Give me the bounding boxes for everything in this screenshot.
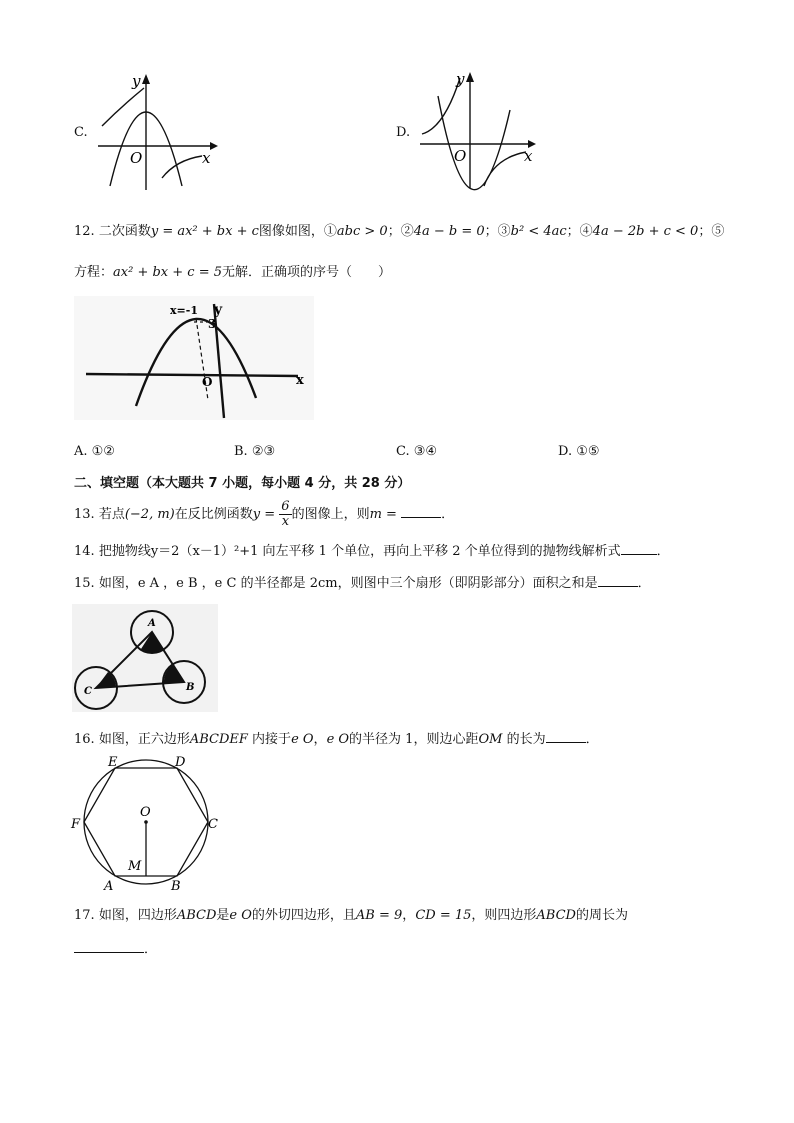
q17-sep: ， bbox=[402, 908, 416, 923]
option-c-x-label: x bbox=[202, 149, 211, 167]
q17-quad-name: ABCD bbox=[176, 908, 217, 923]
q12-line2-a: 方程： bbox=[74, 265, 114, 280]
q12-line2-b: 无解．正确项的序号（ ） bbox=[222, 265, 392, 280]
q12-number: 12. bbox=[74, 224, 95, 239]
q16-text-d: 的半径为 1，则边心距 bbox=[349, 732, 479, 747]
option-c-graph bbox=[92, 68, 222, 193]
q15-label-b: B bbox=[186, 682, 195, 693]
q16-label-b: B bbox=[171, 879, 181, 894]
option-c-origin: O bbox=[130, 149, 143, 167]
q16-text-c: ， bbox=[313, 732, 327, 747]
q17-cd: CD = 15 bbox=[415, 908, 472, 923]
q13-end: ． bbox=[441, 507, 455, 522]
q13-y: y = bbox=[252, 507, 276, 522]
q12-graph-y-label: y bbox=[214, 302, 223, 318]
q15-end: ． bbox=[637, 576, 651, 591]
q16-number: 16. bbox=[74, 732, 95, 747]
q12-line2 bbox=[74, 261, 391, 280]
q12-equation: y = ax² + bx + c bbox=[150, 224, 259, 239]
option-c-label: C. bbox=[74, 125, 88, 140]
q17-ab: AB = 9 bbox=[355, 908, 403, 923]
q13-answer-blank[interactable] bbox=[401, 517, 441, 518]
q16-end: ． bbox=[585, 732, 599, 747]
q17-number: 17. bbox=[74, 908, 95, 923]
q15-number: 15. bbox=[74, 576, 95, 591]
q17-text-d: ，则四边形 bbox=[471, 908, 537, 923]
q12-statement-1: abc > 0 bbox=[336, 224, 388, 239]
q12-sep-4: ；④ bbox=[566, 224, 593, 239]
q17-end: ． bbox=[144, 942, 158, 957]
q12-sep-2: ；② bbox=[387, 224, 414, 239]
q15-label-c: C bbox=[84, 686, 92, 697]
option-d-label: D. bbox=[396, 125, 411, 140]
q12-parabola-graph bbox=[74, 296, 314, 420]
q16-circle-2: e O bbox=[326, 732, 350, 747]
q17-line1 bbox=[74, 904, 628, 923]
q13-text-b: 在反比例函数 bbox=[174, 507, 253, 522]
option-d-graph bbox=[414, 66, 544, 191]
option-d-y-label: y bbox=[456, 70, 465, 88]
q17-text-c: 的外切四边形，且 bbox=[251, 908, 356, 923]
option-d-origin: O bbox=[454, 147, 467, 165]
q16-polygon-name: ABCDEF bbox=[189, 732, 248, 747]
q16-om: OM bbox=[478, 732, 503, 747]
q16-line bbox=[74, 728, 599, 747]
q13-numerator: 6 bbox=[281, 499, 290, 514]
q16-circle-1: e O bbox=[291, 732, 314, 747]
q15-label-a: A bbox=[148, 618, 156, 629]
q15-line bbox=[74, 572, 651, 591]
q16-label-c: C bbox=[208, 817, 218, 832]
q12-line2-equation: ax² + bx + c = 5 bbox=[113, 265, 222, 280]
q16-label-a: A bbox=[104, 879, 114, 894]
q16-label-d: D bbox=[175, 755, 186, 770]
q13-number: 13. bbox=[74, 507, 95, 522]
q12-statement-3: b² < 4ac bbox=[510, 224, 567, 239]
q17-text-a: 如图，四边形 bbox=[98, 908, 177, 923]
q13-line bbox=[74, 500, 454, 529]
q13-point: (−2, m) bbox=[124, 507, 175, 522]
option-c-y-label: y bbox=[132, 72, 141, 90]
q15-three-circles-figure bbox=[72, 604, 218, 712]
q14-text: 把抛物线y＝2（x－1）²+1 向左平移 1 个单位，再向上平移 2 个单位得到的抛物线解析式 bbox=[98, 544, 621, 559]
q16-hexagon-figure bbox=[68, 752, 228, 894]
q13-denominator: x bbox=[281, 514, 290, 529]
q13-text-c: 的图像上，则 bbox=[291, 507, 370, 522]
q12-sep-3: ；③ bbox=[484, 224, 511, 239]
q12-graph-x-eq-label: x=-1 bbox=[170, 304, 198, 317]
q16-label-f: F bbox=[71, 817, 81, 832]
q16-text-b: 内接于 bbox=[252, 732, 292, 747]
option-d-x-label: x bbox=[524, 147, 533, 165]
q14-line bbox=[74, 540, 670, 559]
q12-sep-5: ；⑤ bbox=[698, 224, 725, 239]
q16-label-e: E bbox=[108, 755, 118, 770]
q15-text: 如图，e A ，e B ，e C 的半径都是 2cm，则图中三个扇形（即阴影部分）面积之和是 bbox=[98, 576, 598, 591]
q12-statement-4: 4a − 2b + c < 0 bbox=[592, 224, 699, 239]
q12-text-b: 图像如图，① bbox=[258, 224, 337, 239]
q13-m: m = bbox=[369, 507, 397, 522]
q12-graph-value-label: 3 bbox=[208, 317, 217, 331]
q12-option-a[interactable]: A. ①② bbox=[74, 444, 115, 459]
section-2-heading: 二、填空题（本大题共 7 小题，每小题 4 分，共 28 分） bbox=[74, 476, 411, 491]
q17-text-b: 是 bbox=[216, 908, 230, 923]
q12-line1 bbox=[74, 220, 724, 239]
q17-line2 bbox=[74, 938, 157, 957]
q16-text-a: 如图，正六边形 bbox=[98, 732, 190, 747]
q13-fraction bbox=[279, 500, 291, 529]
q12-option-d[interactable]: D. ①⑤ bbox=[558, 444, 600, 459]
q15-answer-blank[interactable] bbox=[598, 586, 638, 587]
q13-text-a: 若点 bbox=[98, 507, 125, 522]
q16-label-o: O bbox=[140, 805, 151, 820]
q17-circle: e O bbox=[229, 908, 252, 923]
q16-answer-blank[interactable] bbox=[546, 742, 586, 743]
q17-text-e: 的周长为 bbox=[575, 908, 628, 923]
q12-graph-x-axis-label: x bbox=[296, 373, 304, 388]
q12-graph-origin: O bbox=[202, 375, 213, 389]
q12-statement-2: 4a − b = 0 bbox=[413, 224, 485, 239]
q12-option-c[interactable]: C. ③④ bbox=[396, 444, 438, 459]
q16-label-m: M bbox=[128, 859, 142, 874]
q12-option-b[interactable]: B. ②③ bbox=[234, 444, 276, 459]
q17-answer-blank[interactable] bbox=[74, 952, 144, 953]
q16-text-e: 的长为 bbox=[506, 732, 546, 747]
q14-end: ． bbox=[656, 544, 670, 559]
q12-text-a: 二次函数 bbox=[98, 224, 151, 239]
q14-number: 14. bbox=[74, 544, 95, 559]
q17-quad-name-2: ABCD bbox=[536, 908, 576, 923]
q14-answer-blank[interactable] bbox=[621, 554, 657, 555]
